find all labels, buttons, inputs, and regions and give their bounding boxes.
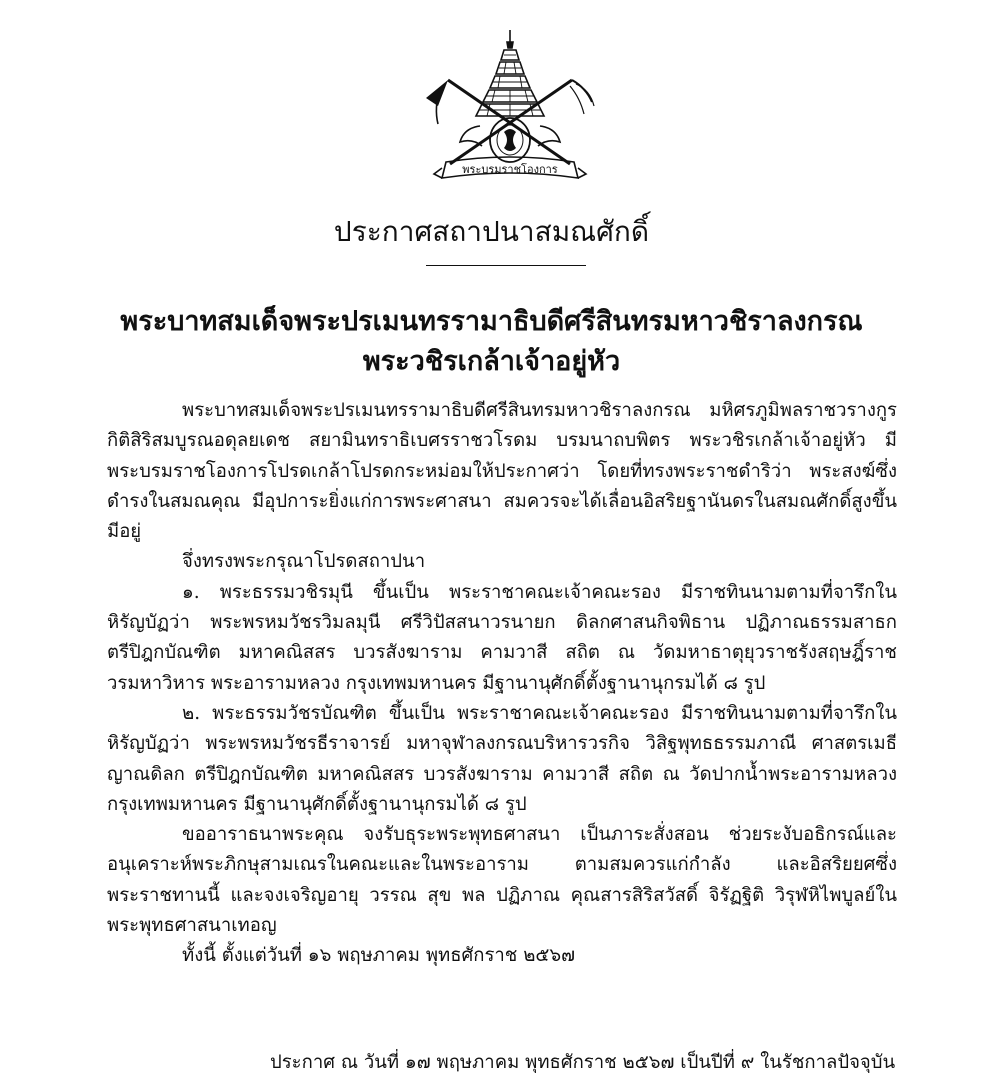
effective-date-line: ทั้งนี้ ตั้งแต่วันที่ ๑๖ พฤษภาคม พุทธศักราช ๒๕๖๗: [182, 945, 576, 967]
item-2-paragraph: ๒. พระธรรมวัชรบัณฑิต ขึ้นเป็น พระราชาคณะเจ้าคณะรอง มีราชทินนามตามที่จารึกในหิรัญบัฏว่า พระพรหมวัชรธีราจารย์ มหาจุฬาลงกรณบริหารวรกิจ วิสิฐพุทธธรรมภาณี ศาสตรเมธีญาณดิลก ตรีปิฎกบัณฑิต มหาคณิสสร บวรสังฆาราม คามวาสี สถิต ณ วัดปากน้ำพระอารามหลวง กรุงเทพมหานคร มีฐานานุศักดิ์ตั้งฐานานุกรมได้ ๘ รูป: [107, 702, 897, 815]
grant-line: จึ่งทรงพระกรุณาโปรดสถาปนา: [182, 551, 426, 573]
blessing-paragraph: ขออาราธนาพระคุณ จงรับธุระพระพุทธศาสนา เป็นภาระสั่งสอน ช่วยระงับอธิกรณ์และอนุเคราะห์พระภิกษุสามเณรในคณะและในพระอาราม ตามสมควรแก่กำลัง และอิสริยยศซึ่งพระราชทานนี้ และจงเจริญอายุ วรรณ สุข พล ปฏิภาณ คุณสารสิริสวัสดิ์ จิรัฏฐิติ วิรุฬหิไพบูลย์ในพระพุทธศาสนาเทอญ: [107, 824, 897, 937]
heading-line-2: พระวชิรเกล้าเจ้าอยู่หัว: [362, 346, 621, 377]
item-1-paragraph: ๑. พระธรรมวชิรมุนี ขึ้นเป็น พระราชาคณะเจ้าคณะรอง มีราชทินนามตามที่จารึกในหิรัญบัฏว่า พระพรหมวัชรวิมลมุนี ศรีวิปัสสนาวรนายก ดิลกศาสนกิจพิธาน ปฏิภาณธรรมสาธก ตรีปิฎกบัณฑิต มหาคณิสสร บวรสังฆาราม คามวาสี สถิต ณ วัดมหาธาตุยุวราชรังสฤษฎิ์ราชวรมหาวิหาร พระอารามหลวง กรุงเทพมหานคร มีฐานานุศักดิ์ตั้งฐานานุกรมได้ ๘ รูป: [107, 581, 897, 694]
heading-line-1: พระบาทสมเด็จพระปรเมนทรรามาธิบดีศรีสินทรมหาวชิราลงกรณ: [120, 306, 863, 337]
proclamation-body: [107, 396, 897, 972]
royal-cypher-emblem-icon: [420, 28, 600, 188]
emblem-inscription: พระบรมราชโองการ: [462, 163, 558, 176]
intro-paragraph: พระบาทสมเด็จพระปรเมนทรรามาธิบดีศรีสินทรมหาวชิราลงกรณ มหิศรภูมิพลราชวรางกูร กิติสิริสมบูรณอดุลยเดช สยามินทราธิเบศรราชวโรดม บรมนาถบพิตร พระวชิรเกล้าเจ้าอยู่หัว มีพระบรมราชโองการโปรดเกล้าโปรดกระหม่อมให้ประกาศว่า โดยที่ทรงพระราชดำริว่า พระสงฆ์ซึ่งดำรงในสมณคุณ มีอุปการะยิ่งแก่การพระศาสนา สมควรจะได้เลื่อนอิสริยฐานันดรในสมณศักดิ์สูงขึ้นมีอยู่: [107, 400, 897, 543]
page-title: ประกาศสถาปนาสมณศักดิ์: [333, 215, 650, 248]
title-divider: [426, 265, 586, 266]
proclamation-date: ประกาศ ณ วันที่ ๑๗ พฤษภาคม พุทธศักราช ๒๕๖๗ เป็นปีที่ ๙ ในรัชกาลปัจจุบัน: [270, 1052, 896, 1073]
royal-emblem: [420, 28, 600, 188]
